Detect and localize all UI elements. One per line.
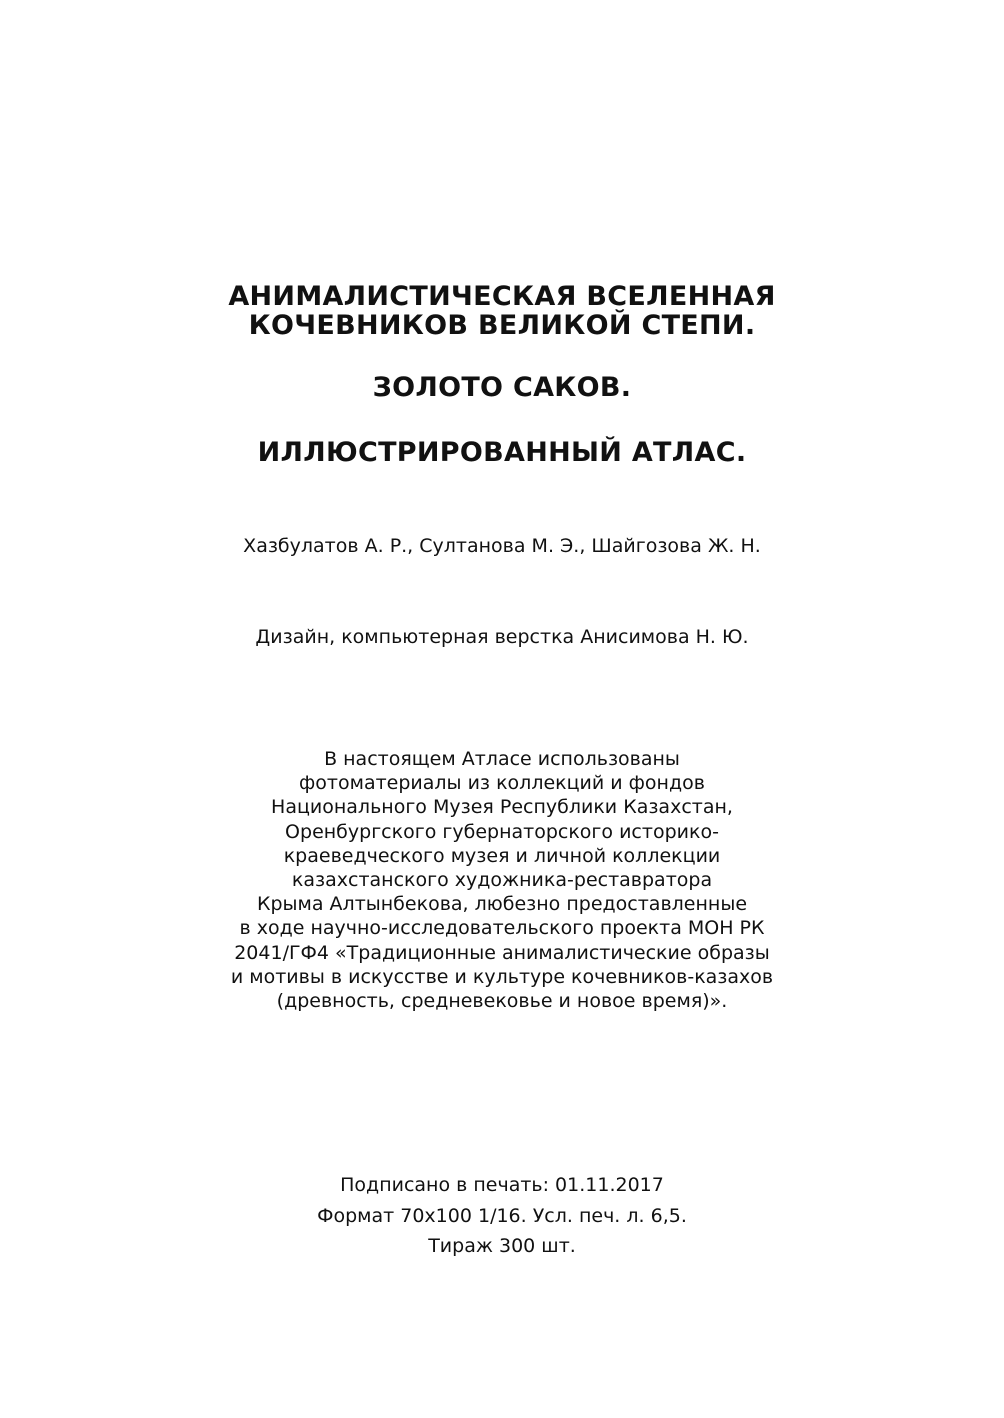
book-title-line-2: КОЧЕВНИКОВ ВЕЛИКОЙ СТЕПИ. [248,310,756,341]
acknowledgements-line: казахстанского художника-реставратора [291,869,713,892]
acknowledgements-line: и мотивы в искусстве и культуре кочевников-казахов [230,965,774,988]
format-info: Формат 70х100 1/16. Усл. печ. л. 6,5. [317,1204,687,1227]
design-credit-text: Дизайн, компьютерная верстка Анисимова Н. Ю. [255,626,749,648]
print-run: Тираж 300 шт. [428,1235,576,1257]
acknowledgements-line: 2041/ГФ4 «Традиционные анималистические образы [234,941,770,964]
book-title [0,282,1004,340]
book-subtitle-2 [0,438,1004,467]
book-subtitle-2-line: ИЛЛЮСТРИРОВАННЫЙ АТЛАС. [257,437,747,468]
book-title-line-1: АНИМАЛИСТИЧЕСКАЯ ВСЕЛЕННАЯ [228,281,776,312]
acknowledgements-line: краеведческого музея и личной коллекции [283,844,721,867]
acknowledgements-line: Крыма Алтынбекова, любезно предоставленные [256,893,748,916]
acknowledgements-line: (древность, средневековье и новое время)». [276,990,728,1013]
acknowledgements-line: В настоящем Атласе использованы [324,748,680,770]
signed-for-print: Подписано в печать: 01.11.2017 [340,1174,664,1196]
acknowledgements-line: фотоматериалы из коллекций и фондов [299,772,705,795]
book-subtitle [0,373,1004,402]
imprint-block [0,1170,1004,1262]
authors-line [0,534,1004,558]
acknowledgements-line: Национального Музея Республики Казахстан, [271,796,733,819]
acknowledgements-paragraph [0,747,1004,1013]
acknowledgements-line: в ходе научно-исследовательского проекта МОН РК [239,917,765,940]
acknowledgements-line: Оренбургского губернаторского историко- [285,820,719,843]
book-subtitle-line: ЗОЛОТО САКОВ. [372,372,632,403]
authors-text: Хазбулатов А. Р., Султанова М. Э., Шайгозова Ж. Н. [243,535,761,557]
design-credit [0,625,1004,649]
